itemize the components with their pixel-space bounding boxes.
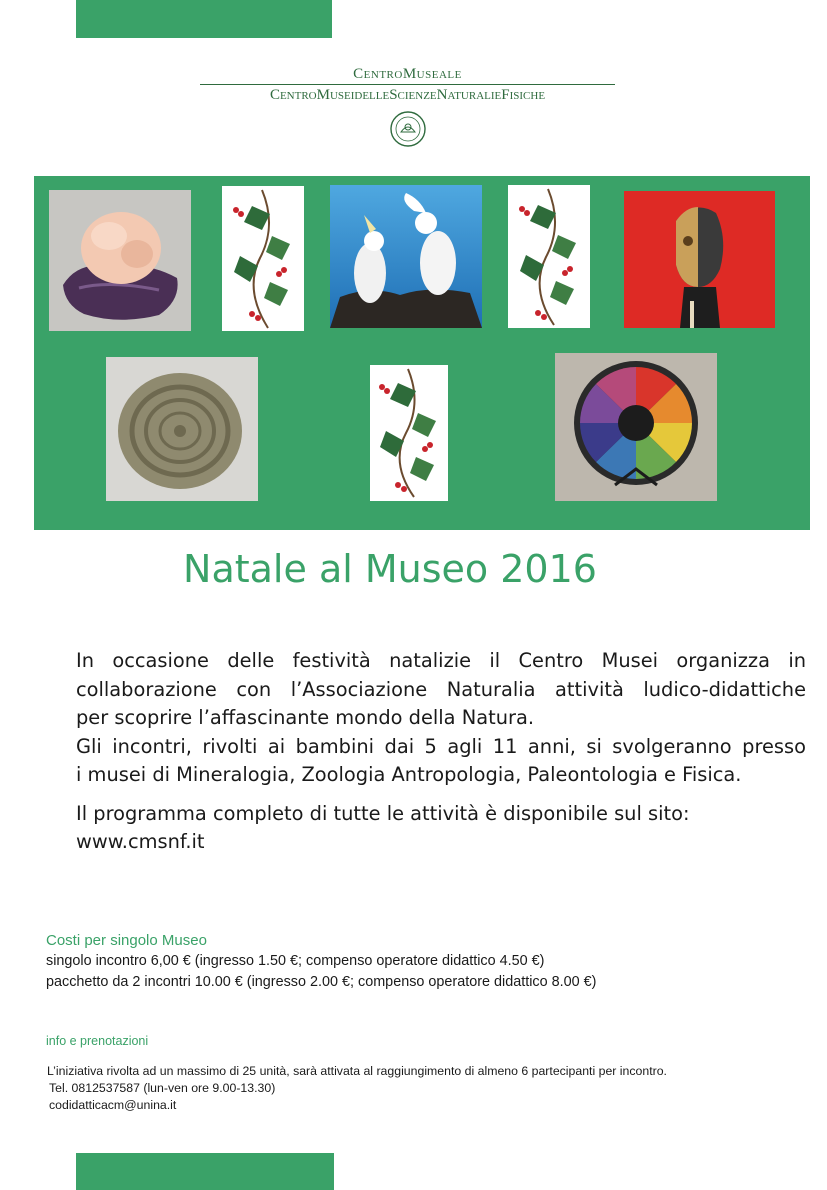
info-phone: Tel. 0812537587 (lun-ven ore 9.00-13.30) bbox=[49, 1081, 276, 1095]
photo-holly-1 bbox=[222, 186, 304, 331]
logo-rule bbox=[200, 84, 615, 85]
photo-gallery bbox=[34, 176, 810, 530]
photo-color-disc bbox=[555, 353, 717, 501]
info-note: L’iniziativa rivolta ad un massimo di 25 unità, sarà attivata al raggiungimento di almeno 6 partecipanti per incontro. bbox=[47, 1064, 667, 1078]
description-line-5: i musei di Mineralogia, Zoologia Antropologia, Paleontologia e Fisica. bbox=[76, 763, 742, 786]
description bbox=[76, 647, 806, 857]
page-title: Natale al Museo 2016 bbox=[183, 547, 597, 591]
info-heading: info e prenotazioni bbox=[46, 1034, 149, 1048]
website-link[interactable]: www.cmsnf.it bbox=[76, 830, 205, 853]
photo-holly-3 bbox=[370, 365, 448, 501]
photo-cockatoos bbox=[330, 185, 482, 328]
description-line-1: In occasione delle festività natalizie il Centro Musei organizza in bbox=[76, 649, 806, 672]
costs-heading: Costi per singolo Museo bbox=[46, 932, 207, 949]
photo-holly-2 bbox=[508, 185, 590, 328]
photo-ammonite bbox=[106, 357, 258, 501]
description-line-4: Gli incontri, rivolti ai bambini dai 5 agli 11 anni, si svolgeranno presso bbox=[76, 734, 806, 758]
program-line: Il programma completo di tutte le attività è disponibile sul sito: bbox=[76, 801, 690, 825]
logo-line-1: CentroMuseale bbox=[353, 66, 462, 82]
museum-seal-icon bbox=[389, 110, 427, 148]
cost-package: pacchetto da 2 incontri 10.00 € (ingresso 2.00 €; compenso operatore didattico 8.00 €) bbox=[46, 974, 597, 990]
info-email[interactable]: codidatticacm@unina.it bbox=[49, 1098, 177, 1112]
cost-single: singolo incontro 6,00 € (ingresso 1.50 €; compenso operatore didattico 4.50 €) bbox=[46, 953, 545, 969]
photo-mineral bbox=[49, 190, 191, 331]
description-line-3: per scoprire l’affascinante mondo della Natura. bbox=[76, 706, 535, 729]
bottom-green-bar bbox=[76, 1153, 334, 1190]
logo-line-2: CentroMuseidelleScienzeNaturalieFisiche bbox=[269, 87, 546, 103]
costs-section bbox=[46, 930, 806, 993]
description-line-2: collaborazione con l’Associazione Naturalia attività ludico-didattiche bbox=[76, 677, 806, 701]
museum-logo bbox=[200, 66, 615, 156]
photo-skull bbox=[624, 191, 775, 328]
top-green-bar bbox=[76, 0, 332, 38]
info-section bbox=[47, 1063, 807, 1114]
